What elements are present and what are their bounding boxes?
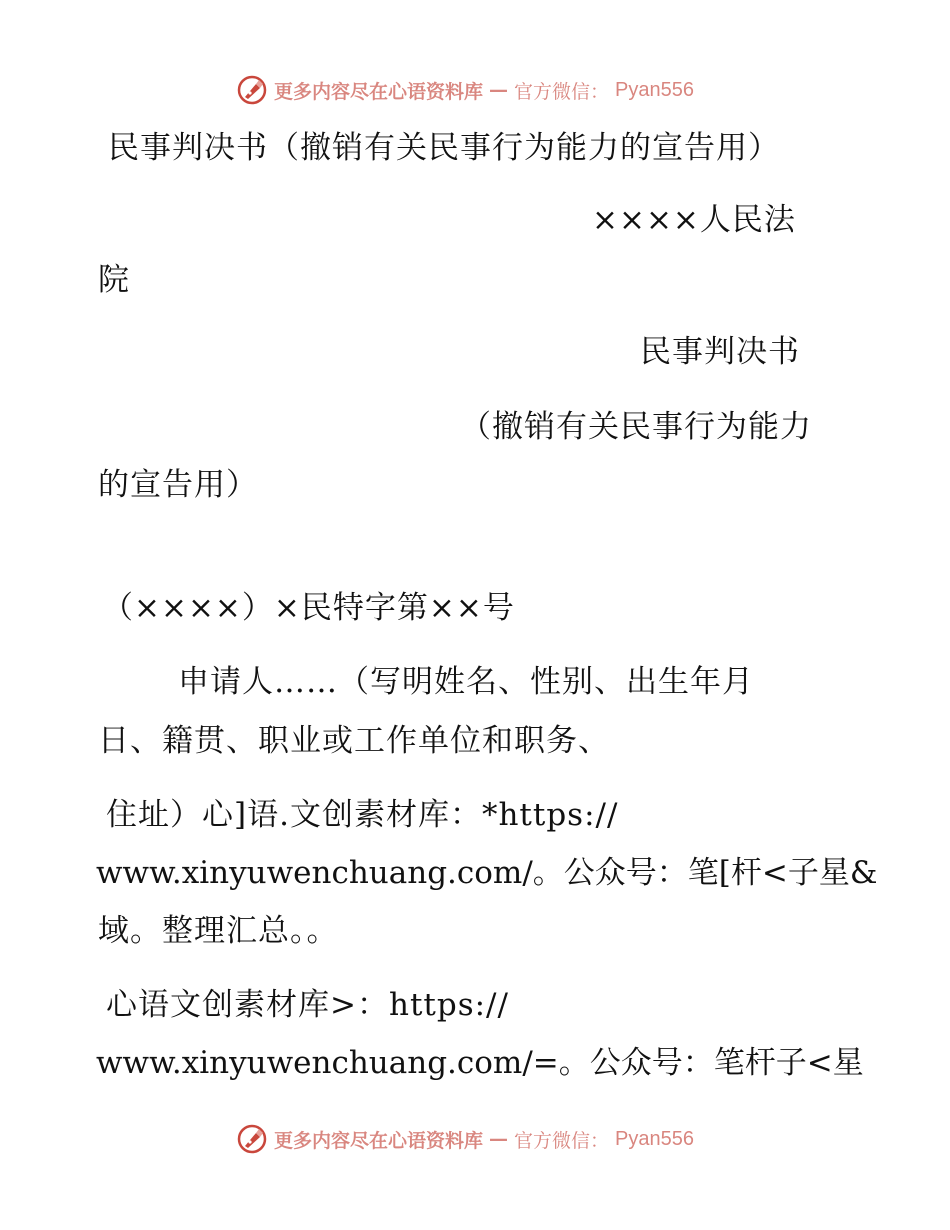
applicant-line-5: 域。整理汇总。。 [98,913,339,949]
document-heading: 民事判决书（撤销有关民事行为能力的宣告用） [108,130,780,166]
court-name-line-2: 院 [98,262,130,298]
document-subtitle-line-2: 的宣告用） [98,467,258,503]
wechat-id: Pyan556 [615,1127,694,1150]
document-subtitle-line-1: （撤销有关民事行为能力 [460,409,812,445]
wechat-label: 官方微信： [514,1129,610,1152]
applicant-line-6: 心语文创素材库>：https:// [106,987,509,1023]
applicant-line-3: 住址）心]语.文创素材库：*https:// [106,797,619,833]
header-watermark-banner [236,73,694,107]
applicant-line-4: www.xinyuwenchuang.com/。公众号：笔[杆<子星& [96,855,878,891]
applicant-line-7: www.xinyuwenchuang.com/=。公众号：笔杆子<星 [96,1045,864,1081]
document-title: 民事判决书 [640,334,800,370]
applicant-line-1: 申请人……（写明姓名、性别、出生年月 [178,664,754,700]
court-name-line-1: ××××人民法 [592,202,796,238]
wechat-id: Pyan556 [615,78,694,101]
pen-nib-logo-icon [236,74,268,106]
case-number: （××××）×民特字第××号 [102,590,515,626]
promo-text: 更多内容尽在心语资料库 [274,80,484,103]
pen-nib-logo-icon [236,1123,268,1155]
banner-dash: — [489,79,509,101]
footer-watermark-banner [236,1122,694,1156]
promo-text: 更多内容尽在心语资料库 [274,1129,484,1152]
wechat-label: 官方微信： [514,80,610,103]
banner-dash: — [489,1128,509,1150]
applicant-line-2: 日、籍贯、职业或工作单位和职务、 [98,723,610,759]
